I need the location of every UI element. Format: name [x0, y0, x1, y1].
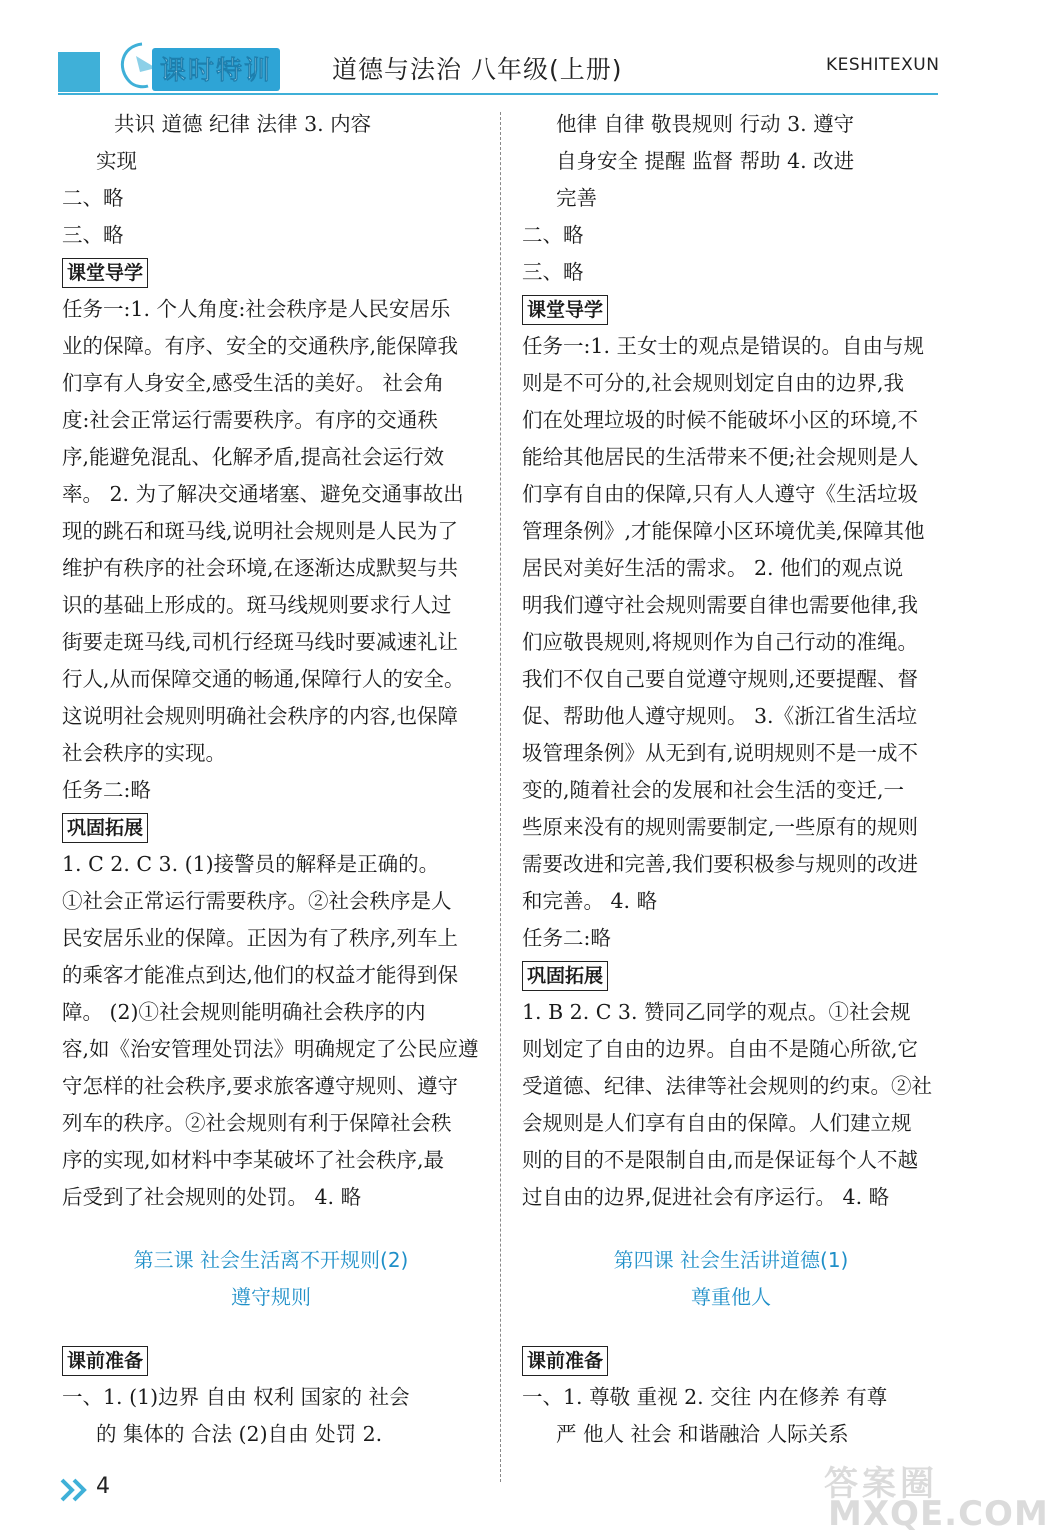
subject-title: 道德与法治 八年级(上册) — [332, 55, 623, 84]
page-number: 4 — [96, 1474, 110, 1499]
text-line: 的乘客才能准点到达,他们的权益才能得到保 — [62, 963, 459, 987]
answer-line: 三、略 — [522, 260, 584, 284]
text-line: 障。 (2)①社会规则能明确社会秩序的内 — [62, 1000, 426, 1024]
consolidation-text — [522, 994, 940, 1216]
text-line: 促、帮助他人遵守规则。 3.《浙江省生活垃 — [522, 704, 918, 728]
answer-line: 自身安全 提醒 监督 帮助 4. 改进 — [556, 149, 855, 173]
text-line: 这说明社会规则明确社会秩序的内容,也保障 — [62, 704, 459, 728]
answer-line: 严 他人 社会 和谐融洽 人际关系 — [556, 1422, 849, 1446]
section-label: 课堂导学 — [62, 258, 148, 288]
brand-text: KESHITEXUN — [826, 55, 940, 75]
text-line: 们享有自由的保障,只有人人遵守《生活垃圾 — [522, 482, 919, 506]
text-line: 圾管理条例》从无到有,说明规则不是一成不 — [522, 741, 919, 765]
classroom-guide-text — [522, 328, 940, 920]
classroom-guide-text — [62, 291, 480, 772]
answer-line: 二、略 — [522, 223, 584, 247]
text-line: 和完善。 4. 略 — [522, 889, 658, 913]
lesson-title: 第三课 社会生活离不开规则(2) — [133, 1248, 409, 1272]
watermark — [812, 1456, 1049, 1536]
lesson-subtitle: 遵守规则 — [231, 1285, 311, 1309]
lesson-subtitle: 尊重他人 — [691, 1285, 771, 1309]
text-line: 1. C 2. C 3. (1)接警员的解释是正确的。 — [62, 852, 440, 876]
text-line: 需要改进和完善,我们要积极参与规则的改进 — [522, 852, 919, 876]
text-line: 率。 2. 为了解决交通堵塞、避免交通事故出 — [62, 482, 464, 506]
text-line: 维护有秩序的社会环境,在逐渐达成默契与共 — [62, 556, 459, 580]
text-line: 则是不可分的,社会规则划定自由的边界,我 — [522, 371, 905, 395]
text-line: 守怎样的社会秩序,要求旅客遵守规则、遵守 — [62, 1074, 459, 1098]
text-line: 们应敬畏规则,将规则作为自己行动的准绳。 — [522, 630, 919, 654]
text-line: 居民对美好生活的需求。 2. 他们的观点说 — [522, 556, 904, 580]
left-column — [62, 106, 480, 1453]
section-label: 课前准备 — [522, 1346, 608, 1376]
text-line: 行人,从而保障交通的畅通,保障行人的安全。 — [62, 667, 465, 691]
text-line: 们在处理垃圾的时候不能破坏小区的环境,不 — [522, 408, 919, 432]
text-line: 会规则是人们享有自由的保障。人们建立规 — [522, 1111, 912, 1135]
answer-line: 的 集体的 合法 (2)自由 处罚 2. — [96, 1422, 383, 1446]
text-line: 序的实现,如材料中李某破坏了社会秩序,最 — [62, 1148, 445, 1172]
header-color-block — [58, 52, 100, 92]
section-label: 课堂导学 — [522, 295, 608, 325]
task-two-line: 任务二:略 — [62, 778, 151, 802]
lesson-title: 第四课 社会生活讲道德(1) — [613, 1248, 849, 1272]
text-line: 列车的秩序。②社会规则有利于保障社会秩 — [62, 1111, 452, 1135]
text-line: 我们不仅自己要自觉遵守规则,还要提醒、督 — [522, 667, 919, 691]
header-rule — [58, 93, 938, 95]
answer-line: 一、1. (1)边界 自由 权利 国家的 社会 — [62, 1385, 410, 1409]
answer-line: 完善 — [556, 186, 597, 210]
text-line: 受道德、纪律、法律等社会规则的约束。②社 — [522, 1074, 932, 1098]
answer-line: 实现 — [96, 149, 137, 173]
text-line: 管理条例》,才能保障小区环境优美,保障其他 — [522, 519, 925, 543]
page-header — [0, 38, 982, 94]
right-column — [522, 106, 940, 1453]
text-line: 们享有人身安全,感受生活的美好。 社会角 — [62, 371, 445, 395]
text-line: 1. B 2. C 3. 赞同乙同学的观点。①社会规 — [522, 1000, 911, 1024]
text-line: 度:社会正常运行需要秩序。有序的交通秩 — [62, 408, 438, 432]
section-label: 巩固拓展 — [62, 813, 148, 843]
text-line: 些原来没有的规则需要制定,一些原有的规则 — [522, 815, 919, 839]
text-line: 能给其他居民的生活带来不便;社会规则是人 — [522, 445, 919, 469]
double-chevron-icon — [60, 1478, 90, 1502]
logo-text: 课时特训 — [152, 48, 280, 91]
text-line: 则的目的不是限制自由,而是保证每个人不越 — [522, 1148, 919, 1172]
column-divider — [500, 112, 501, 1482]
answer-line: 三、略 — [62, 223, 124, 247]
logo — [112, 38, 312, 94]
text-line: 民安居乐业的保障。正因为有了秩序,列车上 — [62, 926, 459, 950]
text-line: 后受到了社会规则的处罚。 4. 略 — [62, 1185, 362, 1209]
text-line: 变的,随着社会的发展和社会生活的变迁,一 — [522, 778, 905, 802]
text-line: 识的基础上形成的。斑马线规则要求行人过 — [62, 593, 452, 617]
text-line: 则划定了自由的边界。自由不是随心所欲,它 — [522, 1037, 919, 1061]
answer-line: 共识 道德 纪律 法律 3. 内容 — [114, 112, 372, 136]
watermark-text: 答案圈 — [824, 1464, 938, 1504]
text-line: 序,能避免混乱、化解矛盾,提高社会运行效 — [62, 445, 445, 469]
section-label: 课前准备 — [62, 1346, 148, 1376]
task-two-line: 任务二:略 — [522, 926, 611, 950]
text-line: ①社会正常运行需要秩序。②社会秩序是人 — [62, 889, 452, 913]
answer-line: 他律 自律 敬畏规则 行动 3. 遵守 — [556, 112, 855, 136]
text-line: 社会秩序的实现。 — [62, 741, 226, 765]
text-line: 业的保障。有序、安全的交通秩序,能保障我 — [62, 334, 459, 358]
section-label: 巩固拓展 — [522, 961, 608, 991]
text-line: 街要走斑马线,司机行经斑马线时要减速礼让 — [62, 630, 459, 654]
text-line: 任务一:1. 个人角度:社会秩序是人民安居乐 — [62, 297, 451, 321]
text-line: 容,如《治安管理处罚法》明确规定了公民应遵 — [62, 1037, 479, 1061]
text-line: 过自由的边界,促进社会有序运行。 4. 略 — [522, 1185, 890, 1209]
text-line: 任务一:1. 王女士的观点是错误的。自由与规 — [522, 334, 924, 358]
consolidation-text — [62, 846, 480, 1216]
watermark-url: MXQE.COM — [828, 1494, 1049, 1534]
text-line: 明我们遵守社会规则需要自律也需要他律,我 — [522, 593, 919, 617]
answer-line: 一、1. 尊敬 重视 2. 交往 内在修养 有尊 — [522, 1385, 888, 1409]
answer-line: 二、略 — [62, 186, 124, 210]
text-line: 现的跳石和斑马线,说明社会规则是人民为了 — [62, 519, 459, 543]
